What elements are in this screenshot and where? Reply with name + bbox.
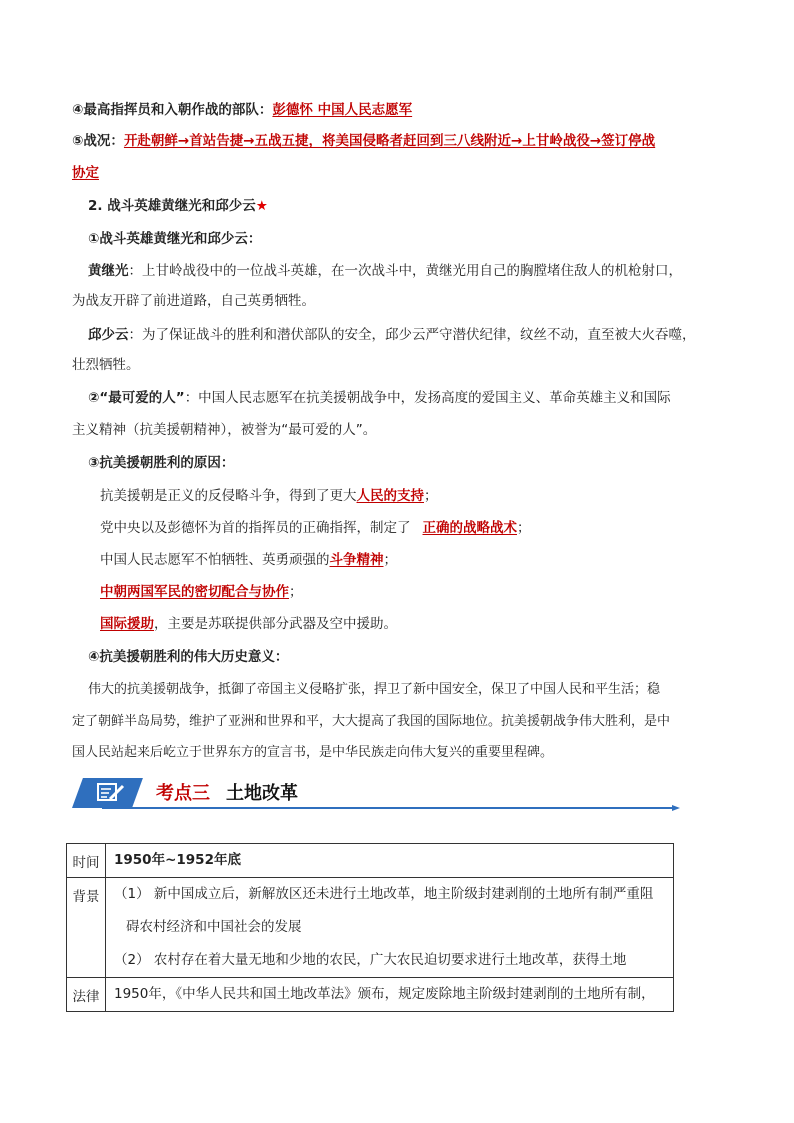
sub-2-label: ②“最可爱的人” xyxy=(88,390,185,406)
sub-2-text-cont: 主义精神（抗美援朝精神），被誉为“最可爱的人”。 xyxy=(72,422,377,438)
land-reform-table xyxy=(66,843,674,1012)
heading-text: 2. 战斗英雄黄继光和邱少云 xyxy=(88,198,256,214)
reason-4-key: 中朝两国军民的密切配合与协作 xyxy=(100,584,289,600)
row-content-time xyxy=(106,844,674,878)
section-3-tag: 考点三 xyxy=(156,783,210,804)
huang-text: ：上甘岭战役中的一位战斗英雄，在一次战斗中，黄继光用自己的胸膛堵住敌人的机枪射口， xyxy=(128,263,682,279)
sub-2-paragraph xyxy=(88,388,671,408)
section-3-header xyxy=(72,778,684,810)
reason-3-key: 斗争精神 xyxy=(329,552,384,568)
section-3-title xyxy=(156,783,298,805)
huang-paragraph xyxy=(88,261,682,281)
sub-4-title: ④抗美援朝胜利的伟大历史意义： xyxy=(88,649,289,665)
cell-line: （1） 新中国成立后，新解放区还未进行土地改革，地主阶级封建剥削的土地所有制严重阻 xyxy=(114,886,654,902)
huang-label: 黄继光 xyxy=(88,263,129,279)
cell-line: 1950年~1952年底 xyxy=(114,852,241,868)
section-3-name: 土地改革 xyxy=(226,783,298,804)
row-label-time: 时间 xyxy=(67,844,106,878)
sub-2-text: ：中国人民志愿军在抗美援朝战争中，发扬高度的爱国主义、革命英雄主义和国际 xyxy=(184,390,671,406)
table-row xyxy=(67,844,674,878)
reason-3-text: 中国人民志愿军不怕牺牲、英勇顽强的 xyxy=(100,552,330,568)
cell-line: （2） 农村存在着大量无地和少地的农民，广大农民迫切要求进行土地改革，获得土地 xyxy=(114,952,627,968)
reason-1-punct: ； xyxy=(424,488,438,504)
sub-3-title: ③抗美援朝胜利的原因： xyxy=(88,455,235,471)
table-row xyxy=(67,978,674,1012)
huang-text-cont: 为战友开辟了前进道路，自己英勇牺牲。 xyxy=(72,293,315,309)
reason-2-key: 正确的战略战术 xyxy=(422,520,517,536)
reason-1 xyxy=(100,486,438,506)
qiu-text-cont: 壮烈牺牲。 xyxy=(72,357,140,373)
reason-4 xyxy=(100,582,303,602)
rule-arrow-icon xyxy=(672,805,680,811)
cell-line: 碍农村经济和中国社会的发展 xyxy=(126,919,302,935)
row-content-background xyxy=(106,878,674,978)
reason-5 xyxy=(100,614,397,634)
significance-line-2: 定了朝鲜半岛局势，维护了亚洲和世界和平，大大提高了我国的国际地位。抗美援朝战争伟大胜利，是中 xyxy=(72,714,671,729)
section-2-heading xyxy=(88,196,268,216)
reason-5-key: 国际援助 xyxy=(100,616,154,632)
item-4-line xyxy=(72,100,412,120)
star-icon: ★ xyxy=(255,198,268,214)
item-5-answer-cont: 协定 xyxy=(72,165,99,181)
item-4-answer: 彭德怀 中国人民志愿军 xyxy=(272,102,413,118)
section-rule xyxy=(102,807,674,809)
significance-line-3: 国人民站起来后屹立于世界东方的宣言书，是中华民族走向伟大复兴的重要里程碑。 xyxy=(72,745,554,760)
sub-1-title: ①战斗英雄黄继光和邱少云： xyxy=(88,231,262,247)
reason-2 xyxy=(100,518,531,538)
significance-line-1: 伟大的抗美援朝战争，抵御了帝国主义侵略扩张，捍卫了新中国安全，保卫了中国人民和平生活；稳 xyxy=(88,682,661,697)
item-5-answer: 开赴朝鲜→首站告捷→五战五捷，将美国侵略者赶回到三八线附近→上甘岭战役→签订停战 xyxy=(123,133,656,149)
reason-5-text: ，主要是苏联提供部分武器及空中援助。 xyxy=(154,616,397,632)
reason-2-text: 党中央以及彭德怀为首的指挥员的正确指挥，制定了 xyxy=(100,520,411,536)
reason-1-key: 人民的支持 xyxy=(356,488,424,504)
cell-line: 1950年，《中华人民共和国土地改革法》颁布，规定废除地主阶级封建剥削的土地所有制， xyxy=(114,986,655,1002)
item-5-line xyxy=(72,131,655,151)
item-5-label: ⑤战况： xyxy=(72,133,124,149)
qiu-text: ：为了保证战斗的胜利和潜伏部队的安全，邱少云严守潜伏纪律，纹丝不动，直至被大火吞噬， xyxy=(128,327,696,343)
row-label-law: 法律 xyxy=(67,978,106,1012)
row-content-law xyxy=(106,978,674,1012)
pencil-paper-icon xyxy=(96,782,126,804)
qiu-label: 邱少云 xyxy=(88,327,129,343)
table-row xyxy=(67,878,674,978)
reason-3 xyxy=(100,550,397,570)
qiu-paragraph xyxy=(88,325,696,345)
row-label-background: 背景 xyxy=(67,878,106,978)
reason-2-punct: ； xyxy=(517,520,531,536)
item-4-label: ④最高指挥员和入朝作战的部队： xyxy=(72,102,273,118)
reason-4-punct: ； xyxy=(289,584,303,600)
reason-1-text: 抗美援朝是正义的反侵略斗争，得到了更大 xyxy=(100,488,357,504)
reason-3-punct: ； xyxy=(383,552,397,568)
